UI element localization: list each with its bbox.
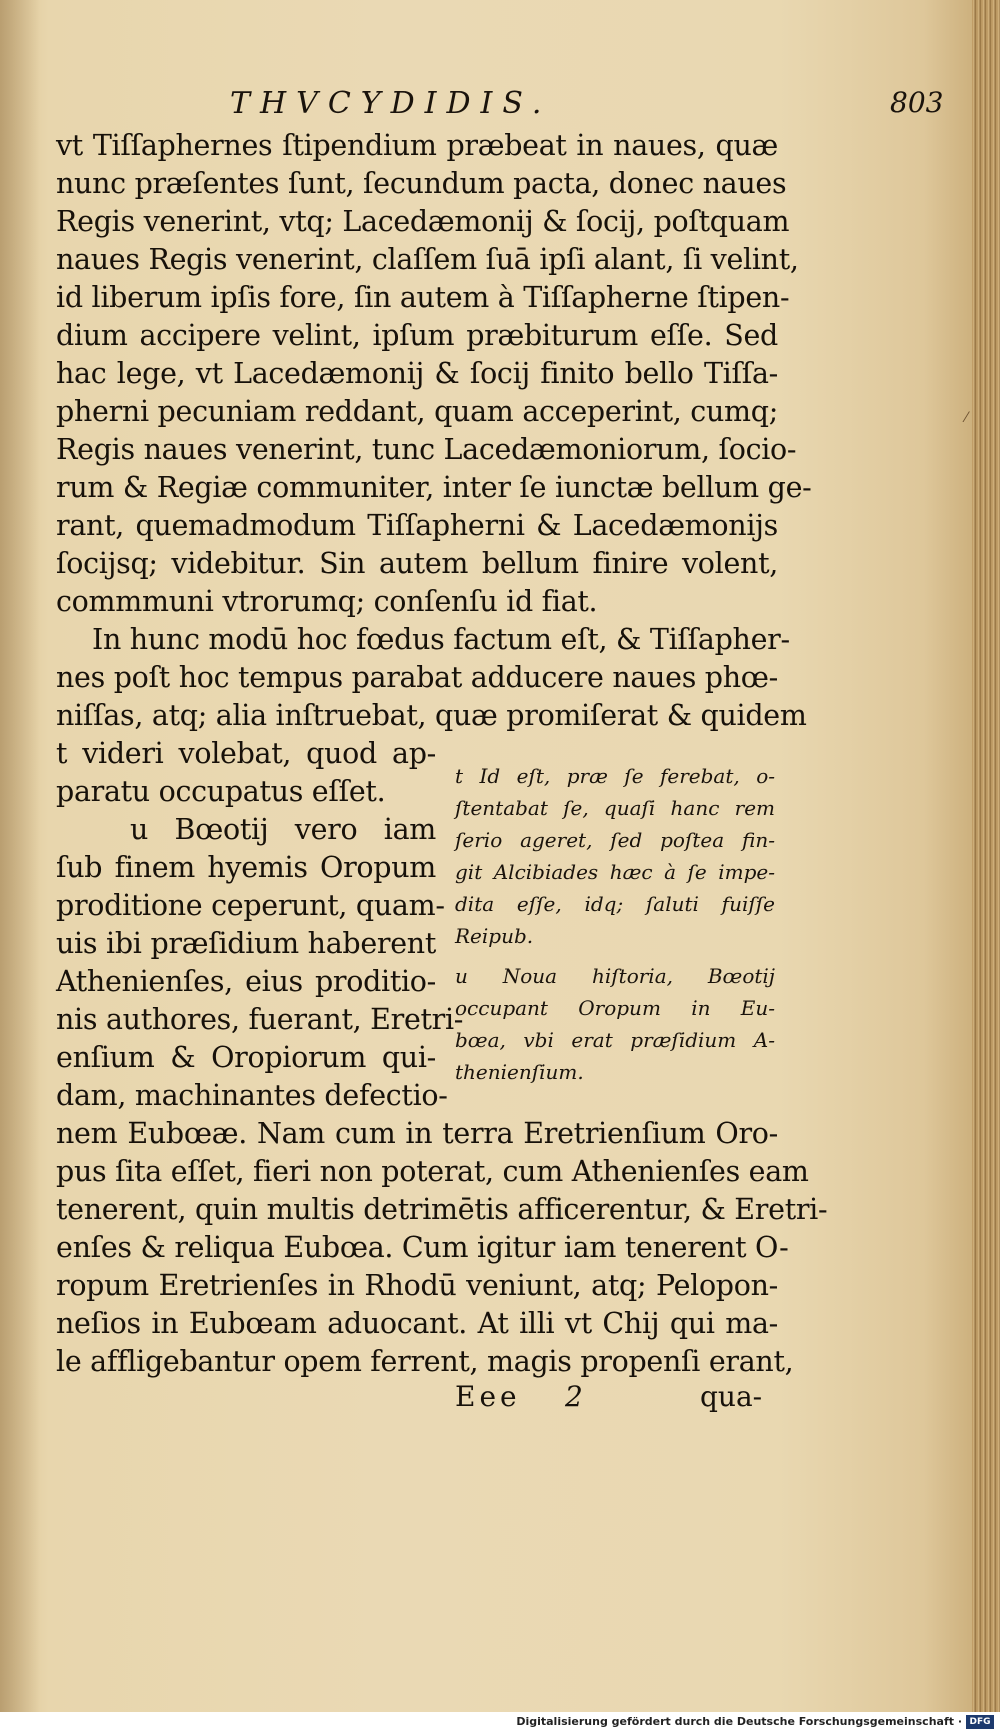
text-line-narrow-indented: u Bœotij vero iam — [130, 813, 436, 846]
note-line: ſtentabat ſe, quaſi hanc rem — [455, 796, 775, 820]
note-line: dita eſſe, idq; ſaluti fuiſſe — [455, 892, 775, 916]
text-line: Regis venerint, vtq; Lacedæmonij & ſocij, poſtquam — [56, 205, 790, 238]
text-line: Regis naues venerint, tunc Lacedæmoniorum, ſocio- — [56, 433, 797, 466]
text-line: id liberum ipſis fore, ſin autem à Tiſſapherne ſtipen- — [56, 281, 790, 314]
text-line: ſocijsq; videbitur. Sin autem bellum finire volent, — [56, 547, 778, 580]
note-line: occupant Oropum in Eu- — [455, 996, 775, 1020]
text-line: rum & Regiæ communiter, inter ſe iunctæ bellum ge- — [56, 471, 812, 504]
note-line: bœa, vbi erat præſidium A- — [455, 1028, 775, 1052]
text-line: ropum Eretrienſes in Rhodū veniunt, atq; Pelopon- — [56, 1269, 778, 1302]
text-line: pus ſita eſſet, fieri non poterat, cum Athenienſes eam — [56, 1155, 809, 1188]
page-number: 803 — [890, 86, 944, 119]
text-line-indented: In hunc modū hoc fœdus factum eſt, & Tiſſapher- — [92, 623, 790, 656]
page-blemish: ⁄ — [965, 410, 968, 426]
text-line: rant, quemadmodum Tiſſapherni & Lacedæmonijs — [56, 509, 778, 542]
text-line: commmuni vtrorumq; conſenſu id fiat. — [56, 585, 598, 618]
signature-number: 2 — [565, 1380, 583, 1413]
text-line-narrow: Athenienſes, eius proditio- — [56, 965, 436, 998]
text-line-narrow: t videri volebat, quod ap- — [56, 737, 436, 770]
text-line-narrow: paratu occupatus eſſet. — [56, 775, 386, 808]
page-edge — [972, 0, 1000, 1712]
text-line: hac lege, vt Lacedæmonij & ſocij finito bello Tiſſa- — [56, 357, 778, 390]
text-line-narrow: nis authores, fuerant, Eretri- — [56, 1003, 464, 1036]
text-line: enſes & reliqua Eubœa. Cum igitur iam tenerent O- — [56, 1231, 789, 1264]
text-line: nunc præſentes ſunt, ſecundum pacta, donec naues — [56, 167, 787, 200]
text-line-narrow: dam, machinantes defectio- — [56, 1079, 448, 1112]
footer-bar — [0, 1712, 1000, 1732]
text-line-narrow: uis ibi præſidium haberent — [56, 927, 436, 960]
signature-mark: Eee — [455, 1380, 521, 1413]
text-line: pherni pecuniam reddant, quam acceperint, cumq; — [56, 395, 778, 428]
note-line: git Alcibiades hæc à ſe impe- — [455, 860, 775, 884]
note-line: ſerio ageret, ſed poſtea fin- — [455, 828, 775, 852]
text-line: niſſas, atq; alia inſtruebat, quæ promiſerat & quidem — [56, 699, 807, 732]
text-line: le affligebantur opem ferrent, magis propenſi erant, — [56, 1345, 794, 1378]
text-line-narrow: ſub finem hyemis Oropum — [56, 851, 436, 884]
text-line: naues Regis venerint, claſſem ſuā ipſi alant, ſi velint, — [56, 243, 799, 276]
text-line: nem Eubœæ. Nam cum in terra Eretrienſium Oro- — [56, 1117, 778, 1150]
text-line-narrow: enſium & Oropiorum qui- — [56, 1041, 436, 1074]
gutter-shadow — [0, 0, 40, 1712]
text-line: nes poſt hoc tempus parabat adducere naues phœ- — [56, 661, 778, 694]
catchword: qua- — [700, 1380, 763, 1413]
note-line: Reipub. — [455, 924, 534, 948]
funding-credit: Digitalisierung gefördert durch die Deutsche Forschungsgemeinschaft · — [516, 1715, 962, 1728]
note-line: u Noua hiſtoria, Bœotij — [455, 964, 775, 988]
text-line: neſios in Eubœam aduocant. At illi vt Chij qui ma- — [56, 1307, 778, 1340]
text-line-narrow: proditione ceperunt, quam- — [56, 889, 445, 922]
text-line: dium accipere velint, ipſum præbiturum eſſe. Sed — [56, 319, 778, 352]
text-line: tenerent, quin multis detrimētis afficerentur, & Eretri- — [56, 1193, 828, 1226]
note-line: thenienſium. — [455, 1060, 584, 1084]
note-line: t Id eſt, præ ſe ferebat, o- — [455, 764, 775, 788]
dfg-logo-icon: DFG — [966, 1715, 994, 1729]
text-line: vt Tiſſaphernes ſtipendium præbeat in naues, quæ — [56, 129, 778, 162]
running-head: THVCYDIDIS. — [230, 86, 552, 121]
catchline — [0, 1380, 972, 1420]
